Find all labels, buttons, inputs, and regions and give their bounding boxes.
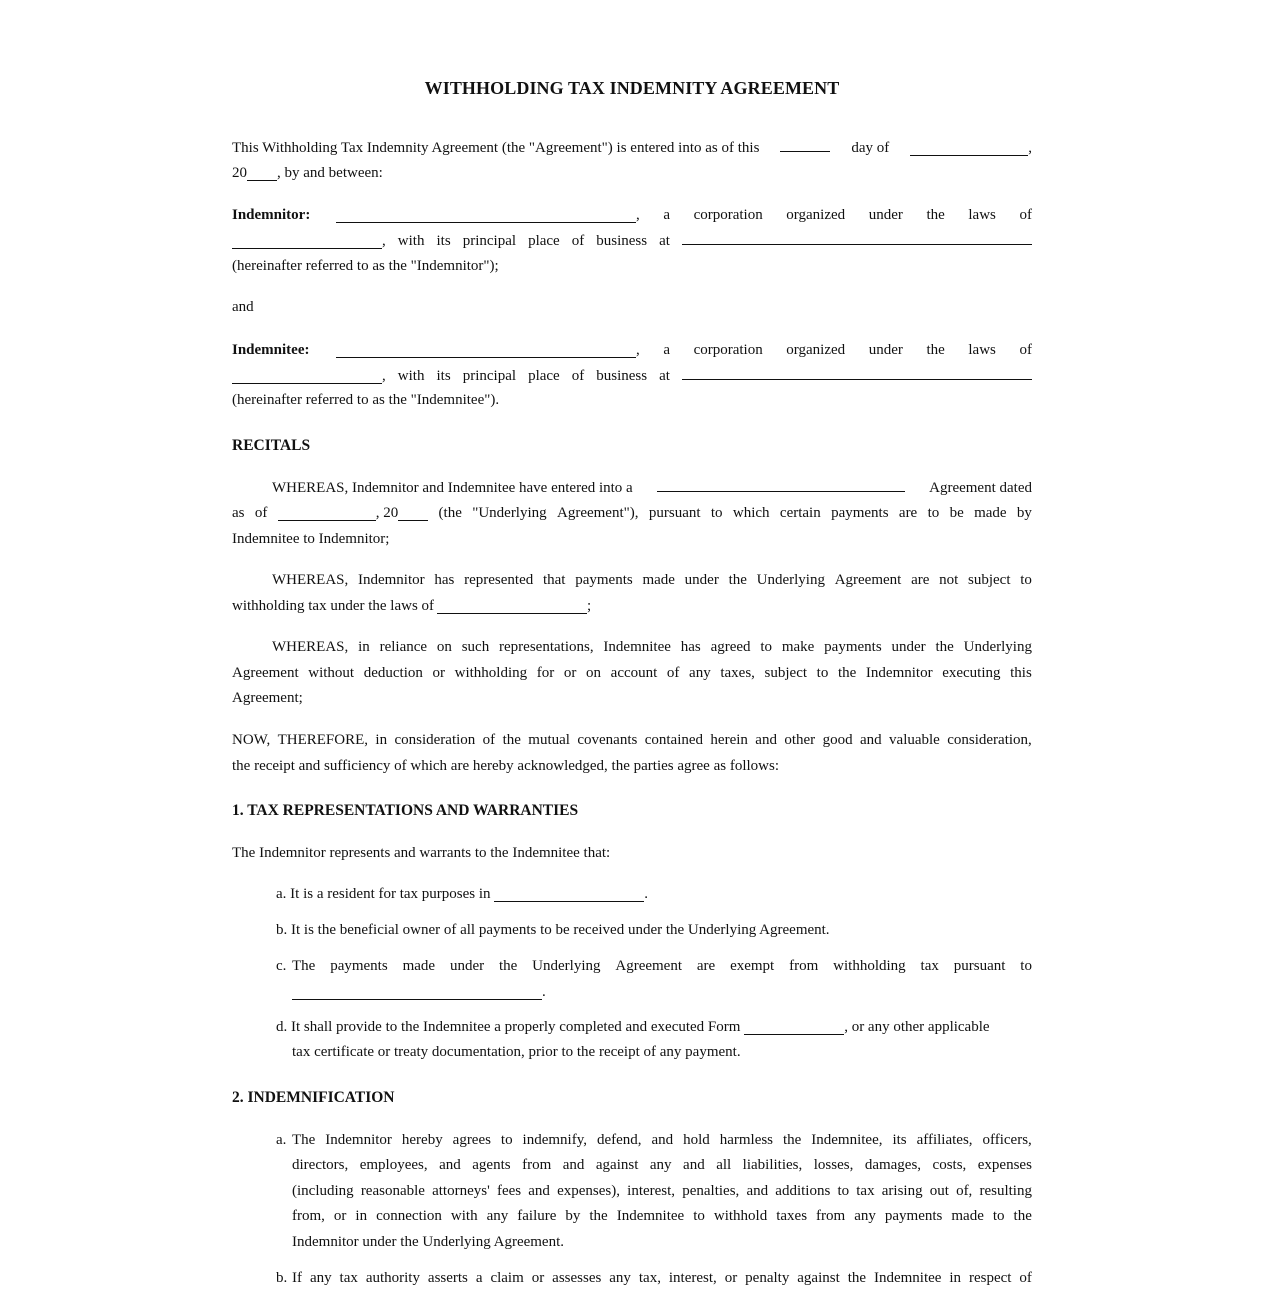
- word: organized: [786, 342, 846, 358]
- word: on: [586, 665, 602, 681]
- word: of: [482, 732, 496, 748]
- intro-line-2: [232, 163, 383, 183]
- word: made: [402, 958, 436, 974]
- word: failure: [517, 1208, 557, 1224]
- section2-item-b-marker: b.: [276, 1270, 288, 1286]
- word: other: [784, 732, 816, 748]
- word: officers,: [982, 1132, 1032, 1148]
- word: of,: [956, 1183, 973, 1199]
- section2-item-a-line-5: Indemnitor under the Underlying Agreement.: [292, 1234, 565, 1250]
- word: a: [663, 342, 670, 358]
- word: expenses: [977, 1157, 1032, 1173]
- word: Indemnitee: [603, 639, 671, 655]
- word: under: [868, 342, 903, 358]
- word: subject: [968, 572, 1011, 588]
- word: withhold: [713, 1208, 768, 1224]
- word: not: [939, 572, 959, 588]
- word: place: [528, 233, 560, 249]
- dated-year-blank[interactable]: [398, 506, 428, 521]
- section2-item-a-marker: a.: [276, 1132, 287, 1148]
- whereas3-line-1: [232, 637, 1032, 657]
- section1-item-b: b. It is the beneficial owner of all payments to be received under the Underlying Agreement.: [276, 922, 830, 938]
- dated-blank[interactable]: [278, 506, 376, 521]
- dated-group: , 20: [278, 503, 429, 523]
- list-marker: b.: [276, 922, 288, 938]
- list-marker: d.: [276, 1019, 288, 1035]
- whereas2-line-2: withholding tax under the laws of ;: [232, 598, 592, 614]
- word: executing: [942, 665, 1001, 681]
- and-text: and: [232, 299, 254, 315]
- word: Indemnitee,: [811, 1132, 883, 1148]
- underlying-agreement-type-blank[interactable]: [657, 477, 905, 492]
- day-blank[interactable]: [780, 137, 830, 152]
- word: are: [696, 958, 716, 974]
- section2-heading: 2. INDEMNIFICATION: [232, 1089, 395, 1106]
- word: the: [847, 1270, 867, 1286]
- word: penalties,: [682, 1183, 740, 1199]
- indemnitee-label: Indemnitee:: [232, 342, 310, 358]
- word: covenants: [577, 732, 638, 748]
- word: be: [949, 505, 964, 521]
- word: to: [1020, 958, 1032, 974]
- word: any: [486, 1208, 509, 1224]
- form-number-blank[interactable]: [744, 1020, 844, 1035]
- word: The: [292, 1132, 316, 1148]
- whereas2-line-1: [232, 570, 1032, 590]
- word: or: [724, 1270, 738, 1286]
- word: valuable: [889, 732, 940, 748]
- word: withholding: [833, 958, 906, 974]
- whereas1-line-2: as of , 20 (the "Underlying Agreement"), pursuant to which certain payments are to be made by: [232, 505, 1032, 521]
- word: the: [502, 732, 521, 748]
- word: payments: [575, 572, 633, 588]
- section1-intro: The Indemnitor represents and warrants to the Indemnitee that:: [232, 845, 611, 861]
- word: withholding: [454, 665, 528, 681]
- word: any: [609, 1270, 631, 1286]
- recitals-heading: RECITALS: [232, 437, 311, 454]
- whereas3-line-2: [232, 663, 1032, 683]
- word: directors,: [292, 1157, 349, 1173]
- word: Indemnitee: [873, 1270, 942, 1286]
- word: costs,: [932, 1157, 967, 1173]
- word: arising: [881, 1183, 923, 1199]
- word: WHEREAS,: [272, 639, 349, 655]
- word: THEREFORE,: [277, 732, 369, 748]
- section1-item-d-line-1: d. It shall provide to the Indemnitee a properly completed and executed Form , or any other applicable: [276, 1019, 990, 1035]
- intro-text: This Withholding Tax Indemnity Agreement (the "Agreement") is entered into as of this: [232, 140, 760, 156]
- word: payments: [824, 639, 882, 655]
- word: consideration: [394, 732, 476, 748]
- word: tax: [856, 1183, 875, 1199]
- word: any: [689, 665, 711, 681]
- word: of: [1019, 342, 1032, 358]
- word: laws: [968, 342, 996, 358]
- word: by: [1016, 505, 1032, 521]
- section1-item-c-marker: c.: [276, 958, 287, 974]
- therefore-line-1: [232, 730, 1032, 750]
- word: herein: [710, 732, 748, 748]
- word: (the: [438, 505, 462, 521]
- word: to: [837, 1183, 850, 1199]
- indemnitor-label: Indemnitor:: [232, 207, 311, 223]
- word: a: [475, 1270, 483, 1286]
- word: corporation: [693, 207, 763, 223]
- indemnitor-referred: (hereinafter referred to as the "Indemnitor");: [232, 258, 499, 274]
- word: the: [935, 639, 954, 655]
- section2-item-a-line-3: [292, 1181, 1032, 1201]
- word: a: [663, 207, 670, 223]
- section1-item-c-line-2: .: [292, 982, 546, 1002]
- word: employees,: [359, 1157, 428, 1173]
- indemnitee-name-blank[interactable]: [336, 343, 636, 358]
- word: tax: [920, 958, 939, 974]
- word: hold: [683, 1132, 710, 1148]
- word: that: [542, 572, 566, 588]
- day-of-text: day of: [851, 140, 890, 156]
- word: agents: [472, 1157, 511, 1173]
- word: under: [891, 639, 926, 655]
- word: the: [728, 572, 747, 588]
- word: in: [949, 1270, 962, 1286]
- word: connection: [376, 1208, 442, 1224]
- word: made: [974, 505, 1007, 521]
- word: tax,: [638, 1270, 661, 1286]
- word: indemnify,: [522, 1132, 587, 1148]
- word: or: [432, 665, 446, 681]
- word: payments: [330, 958, 388, 974]
- section2-item-b-line-1: [292, 1268, 1032, 1288]
- section1-item-d-line-2: tax certificate or treaty documentation, prior to the receipt of any payment.: [292, 1044, 741, 1060]
- word: principal: [462, 233, 517, 249]
- word: authority: [365, 1270, 420, 1286]
- word: without: [308, 665, 355, 681]
- laws-country-blank[interactable]: [437, 599, 587, 614]
- word: to: [1020, 572, 1032, 588]
- section1-item-c-line-1: [292, 956, 1032, 976]
- section2-item-a-line-1: [292, 1130, 1032, 1150]
- whereas1-end: Indemnitee to Indemnitor;: [232, 531, 390, 547]
- word: asserts: [427, 1270, 468, 1286]
- word: from: [816, 1208, 846, 1224]
- word: make: [781, 639, 815, 655]
- word: the: [589, 1208, 608, 1224]
- word: against: [797, 1270, 840, 1286]
- word: any: [649, 1157, 672, 1173]
- word: interest,: [668, 1270, 717, 1286]
- word: by: [565, 1208, 581, 1224]
- word: Agreement"),: [557, 505, 639, 521]
- word: its: [436, 233, 451, 249]
- whereas1-line-1: [232, 477, 1032, 497]
- word: pursuant: [648, 505, 701, 521]
- word: agreed: [710, 639, 751, 655]
- word: and: [683, 1157, 705, 1173]
- word: in: [375, 732, 388, 748]
- indemnitor-label-group: Indemnitor: ,: [232, 207, 640, 223]
- word: tax: [339, 1270, 358, 1286]
- word: reliance: [379, 639, 428, 655]
- word: Indemnitor: [357, 572, 425, 588]
- word: at: [659, 368, 670, 384]
- word: to: [760, 639, 773, 655]
- word: additions: [775, 1183, 831, 1199]
- word: harmless: [719, 1132, 774, 1148]
- word: this: [1010, 665, 1032, 681]
- word: "Underlying: [472, 505, 547, 521]
- word: laws: [968, 207, 996, 223]
- word: and: [651, 1132, 674, 1148]
- agreement-dated-text: Agreement dated: [929, 480, 1032, 496]
- word: business: [596, 233, 648, 249]
- word: resulting: [979, 1183, 1032, 1199]
- indemnitor-name-blank[interactable]: [336, 208, 636, 223]
- intro-line-1: [232, 137, 1032, 157]
- indemnitor-line-1: [232, 205, 1032, 225]
- word: such: [461, 639, 490, 655]
- word: defend,: [596, 1132, 642, 1148]
- word: from: [522, 1157, 552, 1173]
- word: to: [927, 505, 940, 521]
- word: (including: [292, 1183, 354, 1199]
- whereas3-line-3: Agreement;: [232, 690, 303, 706]
- indemnitee-line-2: [232, 365, 1032, 385]
- word: and: [859, 732, 882, 748]
- word: the: [926, 342, 945, 358]
- word: and: [439, 1157, 461, 1173]
- word: payments: [884, 1208, 943, 1224]
- word: has: [680, 639, 701, 655]
- word: from,: [292, 1208, 325, 1224]
- word: to: [500, 1132, 513, 1148]
- word: good: [822, 732, 853, 748]
- word: exempt: [730, 958, 775, 974]
- word: or: [333, 1208, 347, 1224]
- word: principal: [462, 368, 517, 384]
- word: Agreement: [615, 958, 683, 974]
- word: with: [397, 368, 425, 384]
- word: the: [837, 665, 857, 681]
- word: organized: [786, 207, 846, 223]
- word: to: [710, 505, 723, 521]
- word: has: [434, 572, 455, 588]
- document-title: WITHHOLDING TAX INDEMNITY AGREEMENT: [424, 78, 840, 98]
- word: respect: [969, 1270, 1012, 1286]
- word: or: [563, 665, 577, 681]
- word: from: [789, 958, 819, 974]
- word: represented: [464, 572, 534, 588]
- word: affiliates,: [916, 1132, 973, 1148]
- word: fees: [496, 1183, 522, 1199]
- word: against: [595, 1157, 639, 1173]
- word: representations,: [499, 639, 594, 655]
- word: at: [659, 233, 670, 249]
- indemnitee-line-1: [232, 340, 1032, 360]
- word: and: [755, 732, 777, 748]
- indemnitee-referred: (hereinafter referred to as the "Indemnitee").: [232, 392, 500, 408]
- indemnitor-laws-group: ,: [232, 231, 386, 251]
- indemnitor-laws-blank[interactable]: [232, 234, 382, 249]
- word: of: [571, 233, 585, 249]
- word: Indemnitee: [616, 1208, 685, 1224]
- word: of: [666, 665, 680, 681]
- word: claim: [490, 1270, 524, 1286]
- word: assesses: [552, 1270, 602, 1286]
- word: its: [436, 368, 451, 384]
- word: WHEREAS,: [272, 572, 349, 588]
- word: the: [782, 1132, 802, 1148]
- word: Underlying: [963, 639, 1032, 655]
- word: or: [531, 1270, 545, 1286]
- word: the: [498, 958, 518, 974]
- word: out: [929, 1183, 949, 1199]
- word: taxes,: [720, 665, 755, 681]
- word: If: [292, 1270, 302, 1286]
- word: in: [355, 1208, 368, 1224]
- year-blank[interactable]: [247, 166, 277, 181]
- word: consideration,: [947, 732, 1032, 748]
- word: subject: [764, 665, 808, 681]
- word: and: [746, 1183, 769, 1199]
- word: interest,: [627, 1183, 676, 1199]
- word: Agreement: [232, 665, 299, 681]
- word: penalty: [745, 1270, 790, 1286]
- by-and-between: , by and between:: [277, 165, 383, 181]
- word: are: [911, 572, 930, 588]
- word: Agreement: [834, 572, 902, 588]
- word: which: [732, 505, 770, 521]
- word: under: [868, 207, 903, 223]
- word: under: [684, 572, 719, 588]
- section2-item-a-line-4: [292, 1206, 1032, 1226]
- word: under: [449, 958, 485, 974]
- word: with: [450, 1208, 478, 1224]
- word: liabilities,: [742, 1157, 803, 1173]
- word: deduction: [363, 665, 423, 681]
- therefore-line-2: the receipt and sufficiency of which are hereby acknowledged, the parties agree as follows:: [232, 758, 779, 774]
- year-prefix: 20: [232, 165, 247, 181]
- word: account: [610, 665, 658, 681]
- word: The: [292, 958, 316, 974]
- address-blank[interactable]: [682, 365, 1032, 380]
- word: reasonable: [360, 1183, 425, 1199]
- word: any: [854, 1208, 876, 1224]
- word: Underlying: [532, 958, 601, 974]
- word: made: [951, 1208, 984, 1224]
- word: are: [898, 505, 918, 521]
- indemnitor-line-2: [232, 230, 1032, 250]
- section1-heading: 1. TAX REPRESENTATIONS AND WARRANTIES: [232, 802, 579, 819]
- exemption-provision-blank[interactable]: [292, 985, 542, 1000]
- word: place: [528, 368, 560, 384]
- word: for: [536, 665, 555, 681]
- word: pursuant: [953, 958, 1006, 974]
- word: taxes: [776, 1208, 808, 1224]
- word: of: [1019, 1270, 1032, 1286]
- word: damages,: [864, 1157, 922, 1173]
- residence-blank[interactable]: [494, 887, 644, 902]
- word: losses,: [813, 1157, 854, 1173]
- word: attorneys': [432, 1183, 490, 1199]
- word: on: [436, 639, 452, 655]
- word: the: [1013, 1208, 1032, 1224]
- word: agrees: [452, 1132, 491, 1148]
- word: with: [397, 233, 425, 249]
- word: Underlying: [756, 572, 825, 588]
- word: of: [1019, 207, 1032, 223]
- indemnitee-label-group: Indemnitee: ,: [232, 342, 640, 358]
- word: its: [892, 1132, 907, 1148]
- word: business: [596, 368, 648, 384]
- word: payments: [831, 505, 889, 521]
- address-blank[interactable]: [682, 230, 1032, 245]
- word: and: [528, 1183, 550, 1199]
- indemnitee-laws-blank[interactable]: [232, 369, 382, 384]
- word: expenses),: [557, 1183, 620, 1199]
- word: hereby: [401, 1132, 443, 1148]
- word: NOW,: [232, 732, 271, 748]
- word: to: [816, 665, 829, 681]
- word: Indemnitor: [865, 665, 933, 681]
- word: certain: [779, 505, 821, 521]
- word: corporation: [693, 342, 763, 358]
- month-blank[interactable]: [910, 141, 1028, 156]
- indemnitee-laws-group: ,: [232, 366, 386, 386]
- month-group: ,: [910, 138, 1032, 158]
- word: mutual: [528, 732, 570, 748]
- word: Indemnitor: [325, 1132, 392, 1148]
- section2-item-a-line-2: [292, 1155, 1032, 1175]
- word: the: [926, 207, 945, 223]
- word: made: [642, 572, 675, 588]
- word: and: [562, 1157, 585, 1173]
- word: all: [716, 1157, 732, 1173]
- word: any: [309, 1270, 332, 1286]
- word: in: [358, 639, 370, 655]
- list-marker: a.: [276, 886, 287, 902]
- word: contained: [644, 732, 704, 748]
- word: of: [571, 368, 585, 384]
- word: to: [992, 1208, 1005, 1224]
- whereas1-start: WHEREAS, Indemnitor and Indemnitee have entered into a: [272, 480, 633, 496]
- word: to: [693, 1208, 705, 1224]
- section1-item-a: a. It is a resident for tax purposes in .: [276, 886, 649, 902]
